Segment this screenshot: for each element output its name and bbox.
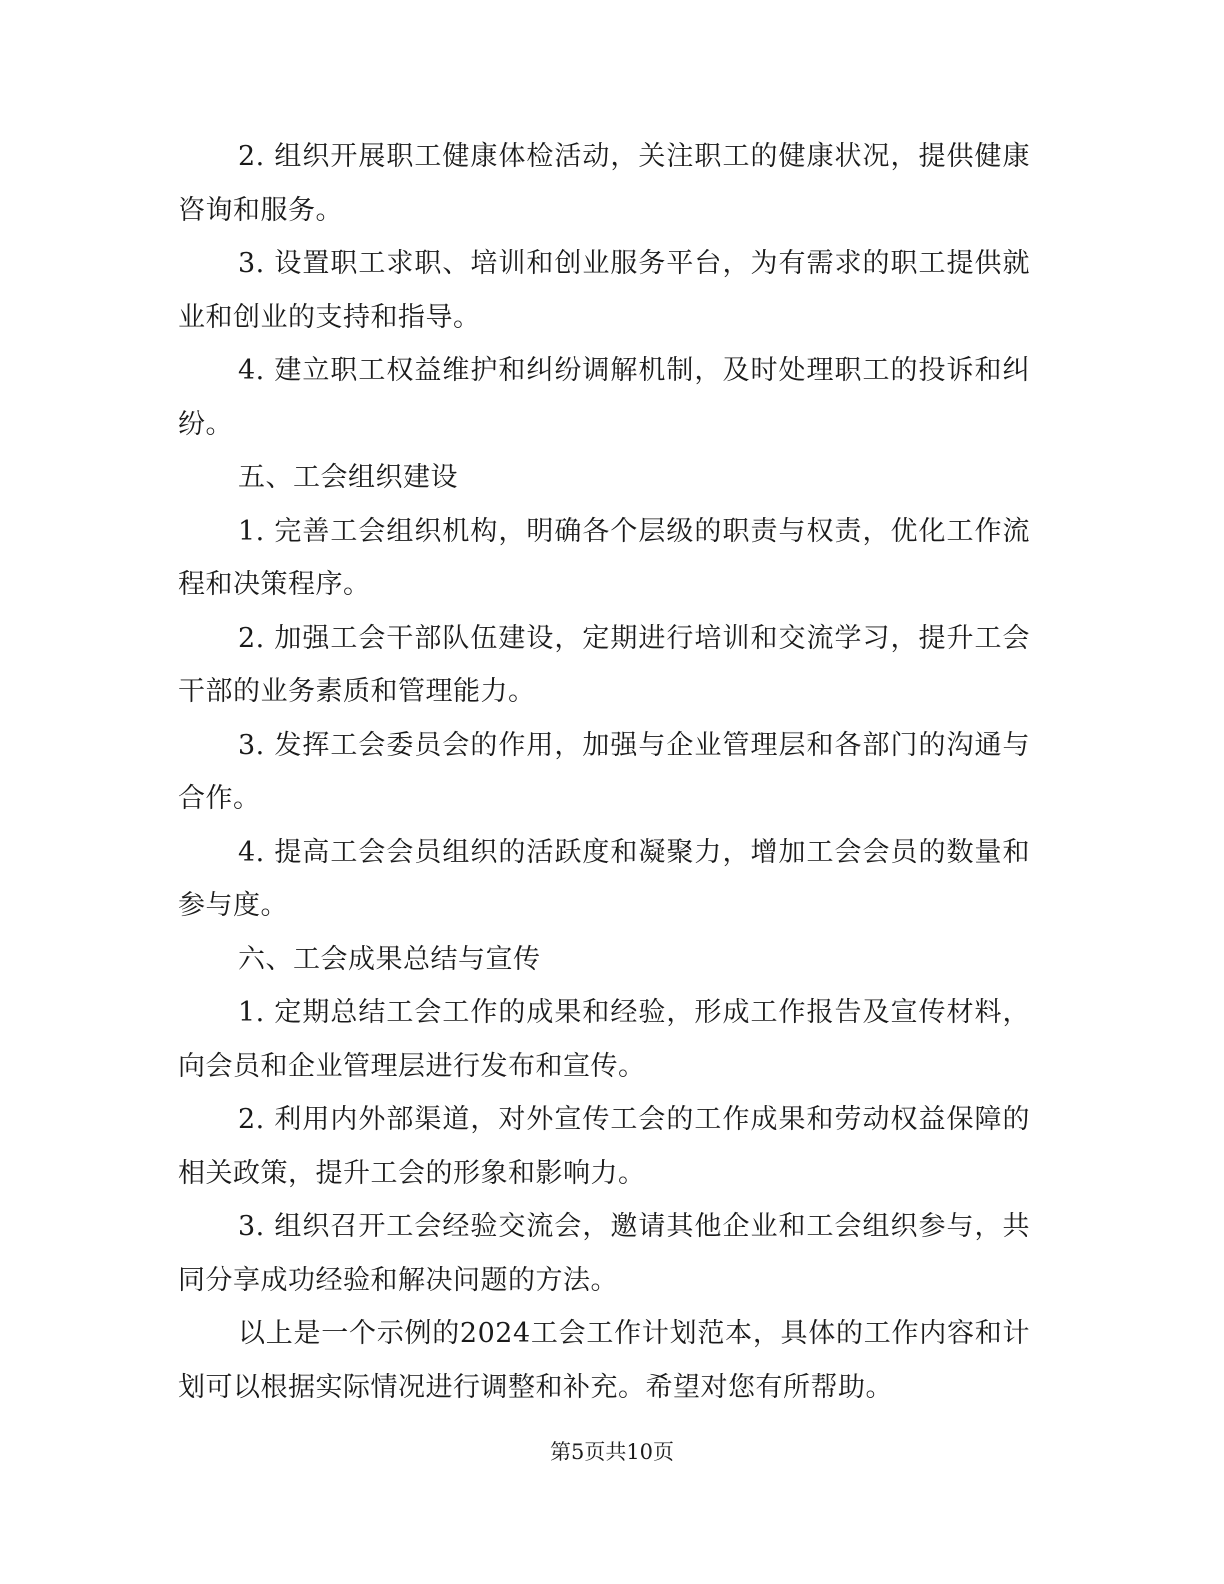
paragraph-closing: 以上是一个示例的2024工会工作计划范本，具体的工作内容和计划可以根据实际情况进行调整和补充。希望对您有所帮助。 — [178, 1318, 1030, 1403]
paragraph-org-structure: 1. 完善工会组织机构，明确各个层级的职责与权责，优化工作流程和决策程序。 — [178, 515, 1030, 600]
paragraph-committee-role: 3. 发挥工会委员会的作用，加强与企业管理层和各部门的沟通与合作。 — [178, 729, 1030, 814]
paragraph-exchange-meeting: 3. 组织召开工会经验交流会，邀请其他企业和工会组织参与，共同分享成功经验和解决问题的方法。 — [178, 1211, 1030, 1296]
paragraph-summary-report: 1. 定期总结工会工作的成果和经验，形成工作报告及宣传材料，向会员和企业管理层进行发布和宣传。 — [178, 997, 1030, 1082]
paragraph-job-platform: 3. 设置职工求职、培训和创业服务平台，为有需求的职工提供就业和创业的支持和指导。 — [178, 248, 1030, 333]
paragraph-member-engagement: 4. 提高工会会员组织的活跃度和凝聚力，增加工会会员的数量和参与度。 — [178, 836, 1030, 921]
paragraph-publicity: 2. 利用内外部渠道，对外宣传工会的工作成果和劳动权益保障的相关政策，提升工会的形象和影响力。 — [178, 1104, 1030, 1189]
document-body — [178, 130, 1030, 1414]
paragraph-cadre-building: 2. 加强工会干部队伍建设，定期进行培训和交流学习，提升工会干部的业务素质和管理能力。 — [178, 622, 1030, 707]
paragraph-rights-mediation: 4. 建立职工权益维护和纠纷调解机制，及时处理职工的投诉和纠纷。 — [178, 355, 1030, 440]
page-number-footer: 第5页共10页 — [549, 1440, 675, 1464]
section-heading-organization: 五、工会组织建设 — [238, 462, 458, 493]
section-heading-results: 六、工会成果总结与宣传 — [238, 943, 541, 975]
paragraph-health-checkup: 2. 组织开展职工健康体检活动，关注职工的健康状况，提供健康咨询和服务。 — [178, 141, 1030, 226]
